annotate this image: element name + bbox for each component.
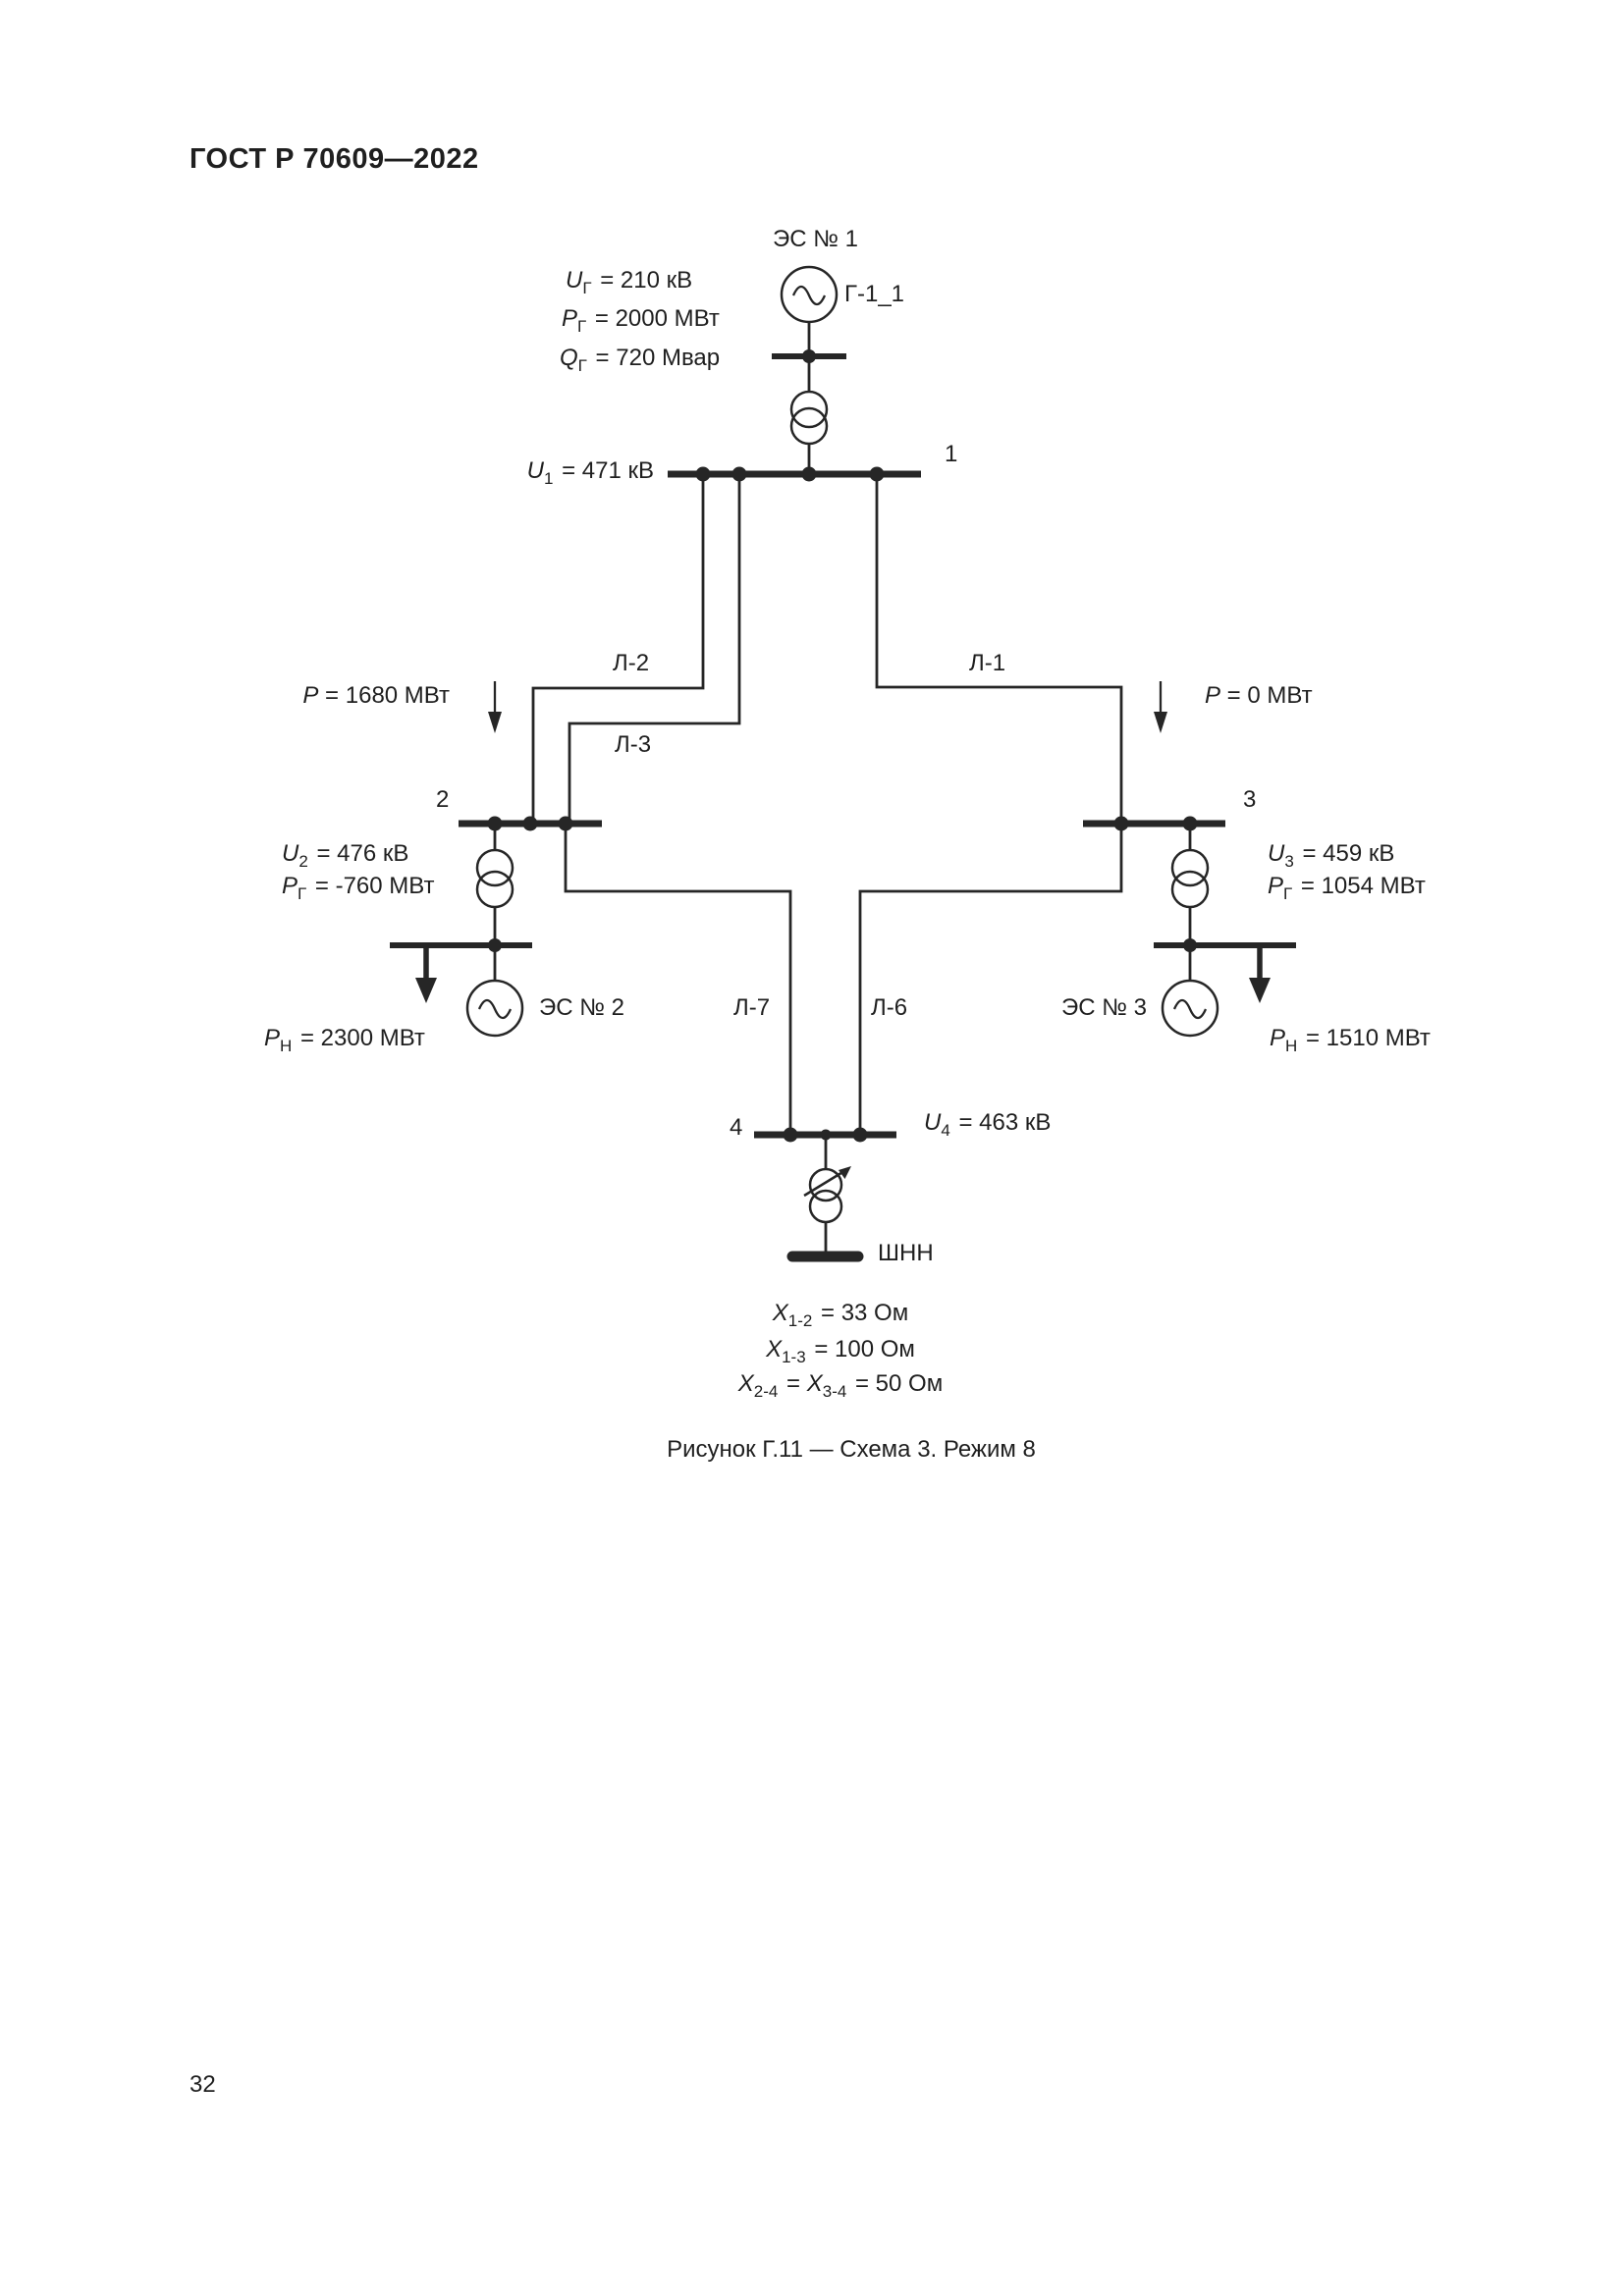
- transformer3-coil: [1172, 850, 1208, 885]
- subscript: Г: [577, 356, 587, 375]
- line-l3-label: Л-3: [615, 731, 652, 758]
- bus2-number: 2: [436, 786, 450, 813]
- node-dot: [802, 467, 817, 482]
- line-l1: [877, 474, 1121, 824]
- value-text: = 459 кВ: [1295, 840, 1395, 867]
- load2-arrow-head: [415, 978, 437, 1003]
- var-symbol: U: [526, 457, 544, 484]
- node-dot: [853, 1128, 868, 1143]
- subscript: Г: [1283, 884, 1293, 903]
- flow-right-label: [1205, 682, 1313, 710]
- subscript: Н: [1285, 1037, 1298, 1055]
- reactance-x24-x34-label: [644, 1370, 1037, 1401]
- gen3-power-label: [1268, 873, 1426, 903]
- sine-icon: [479, 1000, 511, 1018]
- bus3: [1083, 817, 1225, 831]
- subscript: 1-2: [787, 1311, 813, 1330]
- line-l2: [533, 474, 703, 824]
- var-symbol: Q: [560, 345, 578, 371]
- bus3-voltage-label: [1268, 840, 1395, 871]
- gen1-reactive-power-label: [560, 345, 721, 375]
- line-l3: [569, 474, 739, 824]
- line-l6-label: Л-6: [871, 994, 908, 1021]
- transformer2-coil: [477, 872, 513, 907]
- value-text: = 50 Ом: [848, 1370, 944, 1397]
- subscript: Г: [298, 884, 307, 903]
- subscript: 1-3: [782, 1348, 806, 1366]
- var-symbol: P: [1270, 1025, 1286, 1051]
- load3-label: [1270, 1025, 1431, 1055]
- var-symbol: X: [766, 1336, 783, 1362]
- value-text: = -760 МВт: [308, 873, 435, 899]
- subscript: 3-4: [822, 1382, 847, 1401]
- value-text: = 2000 МВт: [588, 305, 720, 332]
- bus2-voltage-label: [282, 840, 409, 871]
- subscript: 4: [941, 1121, 950, 1140]
- subscript: 2: [298, 852, 308, 871]
- var-symbol: U: [1268, 840, 1285, 867]
- gen1-active-power-label: [562, 305, 720, 336]
- sine-icon: [793, 287, 825, 304]
- value-text: = 33 Ом: [814, 1300, 909, 1326]
- line-l7-label: Л-7: [733, 994, 771, 1021]
- equals-text: =: [780, 1370, 807, 1397]
- generator1-label: Г-1_1: [844, 281, 905, 307]
- value-text: = 2300 МВт: [294, 1025, 425, 1051]
- gen2-power-label: [282, 873, 435, 903]
- line-l2-label: Л-2: [613, 650, 650, 676]
- var-symbol: P: [282, 873, 298, 899]
- sine-icon: [1174, 1000, 1206, 1018]
- figure-caption: Рисунок Г.11 — Схема 3. Режим 8: [667, 1436, 1036, 1463]
- value-text: = 471 кВ: [555, 457, 654, 484]
- flow-arrow-left: [488, 681, 502, 733]
- page-number: 32: [189, 2071, 216, 2098]
- station2-branch: [390, 824, 532, 1036]
- var-symbol: U: [566, 267, 583, 294]
- subscript: 3: [1284, 852, 1294, 871]
- transformer3-coil: [1172, 872, 1208, 907]
- var-symbol: X: [737, 1370, 754, 1397]
- station3-label: ЭС № 3: [1060, 994, 1147, 1021]
- arrow-head: [1154, 712, 1167, 733]
- page-header: ГОСТ Р 70609—2022: [189, 143, 479, 175]
- reactance-x13-label: [644, 1336, 1037, 1366]
- variable-transformer-branch: [792, 1135, 858, 1256]
- var-symbol: P: [1268, 873, 1284, 899]
- bus1-number: 1: [945, 441, 958, 467]
- node-dot: [523, 817, 538, 831]
- value-text: = 1054 МВт: [1294, 873, 1426, 899]
- flow-left-label: [275, 682, 450, 710]
- var-symbol: P: [562, 305, 578, 332]
- line-l6: [860, 824, 1121, 1135]
- value-text: = 0 МВт: [1220, 682, 1313, 709]
- bus2: [459, 817, 602, 831]
- value-text: = 100 Ом: [807, 1336, 915, 1362]
- value-text: = 1680 МВт: [318, 682, 450, 709]
- load3-arrow-head: [1249, 978, 1271, 1003]
- var-symbol: X: [806, 1370, 823, 1397]
- gen1-voltage-label: [566, 267, 693, 297]
- bus1-voltage-label: [452, 457, 654, 488]
- var-symbol: X: [772, 1300, 788, 1326]
- node-dot: [784, 1128, 798, 1143]
- value-text: = 463 кВ: [951, 1109, 1052, 1136]
- line-l7: [566, 824, 790, 1135]
- subscript: 2-4: [753, 1382, 779, 1401]
- station1-branch: [772, 267, 846, 471]
- value-text: = 1510 МВт: [1299, 1025, 1431, 1051]
- shnn-label: ШНН: [878, 1240, 934, 1266]
- bus4-voltage-label: [924, 1109, 1052, 1140]
- subscript: Г: [582, 279, 592, 297]
- value-text: = 476 кВ: [309, 840, 409, 867]
- reactance-x12-label: [644, 1300, 1037, 1330]
- subscript: 1: [543, 469, 554, 488]
- value-text: = 210 кВ: [593, 267, 693, 294]
- transformer4-coil: [810, 1191, 841, 1222]
- var-symbol: U: [924, 1109, 942, 1136]
- arrow-head: [488, 712, 502, 733]
- line-l1-label: Л-1: [969, 650, 1006, 676]
- flow-arrow-right: [1154, 681, 1167, 733]
- transformer2-coil: [477, 850, 513, 885]
- subscript: Г: [577, 317, 587, 336]
- load2-label: [264, 1025, 425, 1055]
- value-text: = 720 Мвар: [588, 345, 721, 371]
- bus3-number: 3: [1243, 786, 1257, 813]
- var-symbol: P: [264, 1025, 281, 1051]
- bus4-number: 4: [730, 1114, 743, 1141]
- station2-label: ЭС № 2: [539, 994, 625, 1021]
- var-symbol: P: [302, 682, 319, 709]
- station1-label: ЭС № 1: [773, 226, 859, 252]
- var-symbol: P: [1205, 682, 1221, 709]
- var-symbol: U: [282, 840, 299, 867]
- subscript: Н: [280, 1037, 293, 1055]
- bus1: [668, 467, 921, 482]
